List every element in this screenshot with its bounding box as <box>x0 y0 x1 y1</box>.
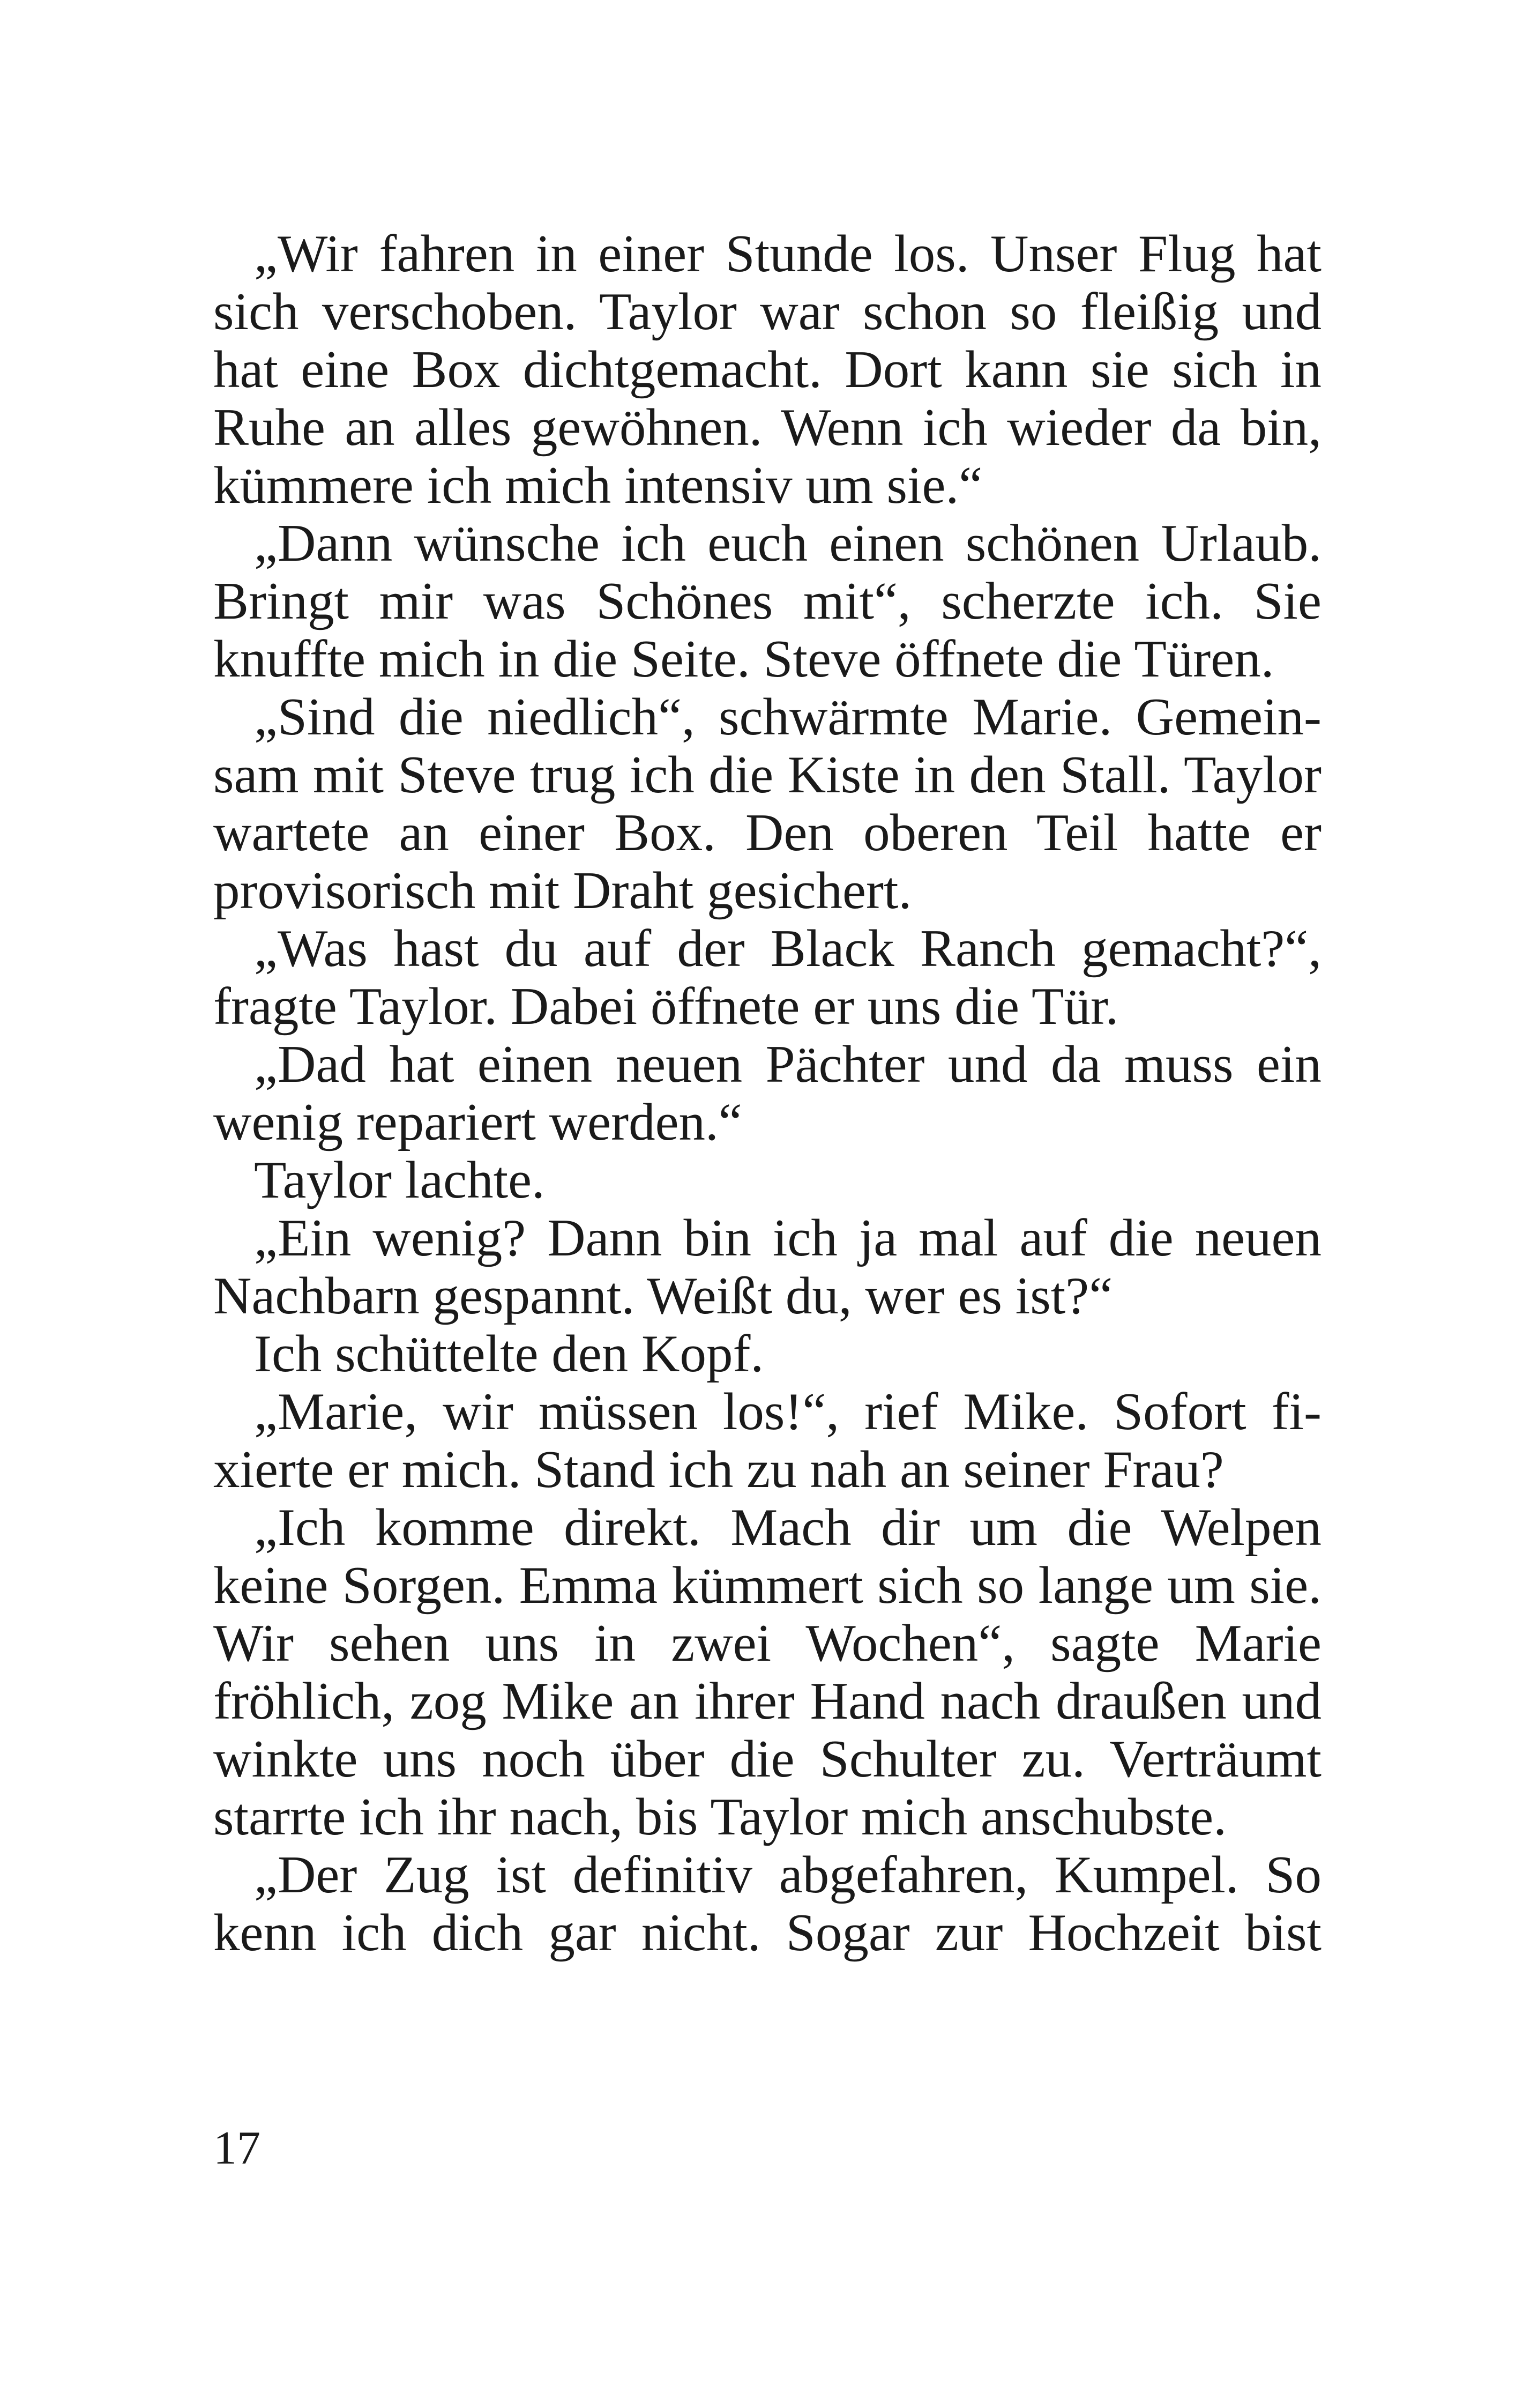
paragraph-8: Ich schüttelte den Kopf. <box>254 1325 764 1383</box>
paragraph-5: „Dad hat einen neuen Pächter und da muss ein wenig repariert werden.“ <box>213 1035 1322 1151</box>
paragraph-10: „Ich komme direkt. Mach dir um die Welpen keine Sorgen. Emma kümmert sich so lange um sie. Wir sehen uns in zwei Wochen“, sagte Marie fröhlich, zog Mike an ihrer Hand nach draußen und winkte uns noch über die Schulter zu. Verträumt starrte ich ihr nach, bis Taylor mich anschubste. <box>213 1498 1322 1846</box>
body-text <box>213 225 1322 1962</box>
paragraph-2: „Dann wünsche ich euch einen schönen Urlaub. Bringt mir was Schönes mit“, scherzte ich. Sie knuffte mich in die Seite. Steve öffnete die Türen. <box>213 514 1322 688</box>
paragraph-9: „Marie, wir müssen los!“, rief Mike. Sofort fixierte er mich. Stand ich zu nah an seiner Frau? <box>213 1383 1322 1499</box>
paragraph-1: „Wir fahren in einer Stunde los. Unser Flug hat sich verschoben. Taylor war schon so fleißig und hat eine Box dichtgemacht. Dort kann sie sich in Ruhe an alles gewöhnen. Wenn ich wieder da bin, kümmere ich mich intensiv um sie.“ <box>213 225 1322 515</box>
paragraph-6: Taylor lachte. <box>254 1151 545 1209</box>
paragraph-11: „Der Zug ist definitiv abgefahren, Kumpel. So kenn ich dich gar nicht. Sogar zur Hochzeit bist <box>213 1846 1322 1962</box>
paragraph-4: „Was hast du auf der Black Ranch gemacht?“, fragte Taylor. Dabei öffnete er uns die Tür. <box>213 919 1322 1036</box>
paragraph-7: „Ein wenig? Dann bin ich ja mal auf die neuen Nachbarn gespannt. Weißt du, wer es ist?“ <box>213 1209 1322 1325</box>
paragraph-3: „Sind die niedlich“, schwärmte Marie. Gemeinsam mit Steve trug ich die Kiste in den Stall. Taylor wartete an einer Box. Den oberen Teil hatte er provisorisch mit Draht gesichert. <box>213 688 1322 920</box>
page-number: 17 <box>213 2122 260 2174</box>
